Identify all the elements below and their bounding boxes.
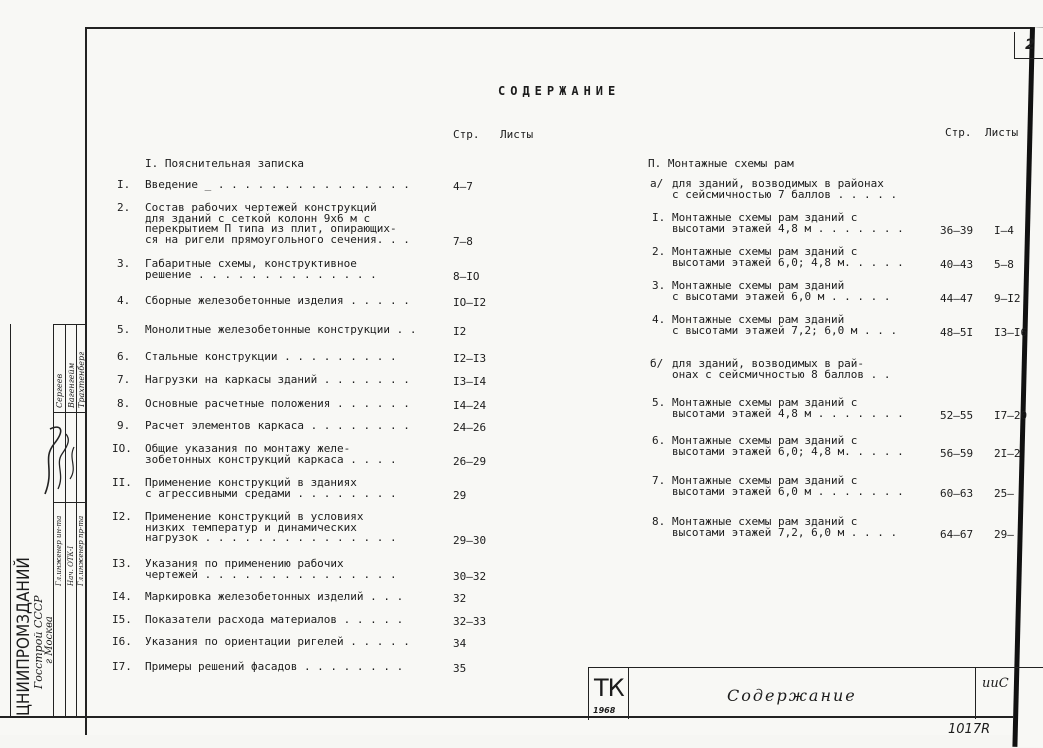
list-item-text: для зданий, возводимых в районах с сейсмичностью 7 баллов . . . . . xyxy=(672,177,898,201)
list-item-number: IO. xyxy=(112,442,132,455)
list-item-number: 8. xyxy=(117,397,131,410)
list-item-number: 7. xyxy=(652,474,666,487)
list-item-text: Применение конструкций в зданиях с агрессивными средами . . . . . . . . xyxy=(145,476,397,500)
list-item-page: 26–29 xyxy=(453,455,487,468)
list-item-text: Указания по ориентации ригелей . . . . . xyxy=(145,635,410,648)
list-item-text: Монтажные схемы рам зданий с высотами этажей 7,2; 6,0 м . . . xyxy=(672,313,898,337)
stamp-name-3: Трахтенберг xyxy=(77,351,86,408)
list-item-number: I2. xyxy=(112,510,132,523)
list-item-text: Основные расчетные положения . . . . . . xyxy=(145,397,410,410)
list-item-text: для зданий, возводимых в рай- онах с сейсмичностью 8 баллов . . xyxy=(672,357,891,381)
list-item-text: Маркировка железобетонных изделий . . . xyxy=(145,590,404,603)
list-item-text: Габаритные схемы, конструктивное решение . . . . . . . . . . . . . . xyxy=(145,257,377,281)
list-item-number: 3. xyxy=(117,257,131,270)
list-item-text: Монтажные схемы рам зданий с высотами этажей 4,8 м . . . . . . . xyxy=(672,396,904,420)
list-item-page: 56–59 xyxy=(940,447,974,460)
document-number: 1017R xyxy=(948,722,991,737)
stamp-gosstroy: Госстрой СССР xyxy=(32,595,45,689)
list-item-page: 44–47 xyxy=(940,292,974,305)
list-item-page: 60–63 xyxy=(940,487,974,500)
right-section-heading: П. Монтажные схемы рам xyxy=(648,157,794,170)
left-header-sheets: Листы xyxy=(500,128,534,141)
list-item-number: б/ xyxy=(650,357,664,370)
list-item-number: I4. xyxy=(112,590,132,603)
list-item-text: Монтажные схемы рам зданий с высотами этажей 6,0 м . . . . . xyxy=(672,279,891,303)
list-item-page: 40–43 xyxy=(940,258,974,271)
list-item-number: I. xyxy=(117,178,131,191)
list-item-number: I5. xyxy=(112,613,132,626)
list-item-number: I6. xyxy=(112,635,132,648)
list-item-page: 29–30 xyxy=(453,534,487,547)
list-item-page: IO–I2 xyxy=(453,296,487,309)
list-item-number: I7. xyxy=(112,660,132,673)
list-item-text: Указания по применению рабочих чертежей . . . . . . . . . . . . . . . xyxy=(145,557,397,581)
list-item-sheets: 9–I2 xyxy=(994,292,1021,305)
list-item-page: I2–I3 xyxy=(453,352,487,365)
title-block-code: ииС xyxy=(982,676,1009,691)
tk-mark: ТК xyxy=(594,674,624,702)
list-item-text: Монолитные железобетонные конструкции . . xyxy=(145,323,417,336)
list-item-page: 32 xyxy=(453,592,467,605)
title-block-title: Содержание xyxy=(727,686,857,705)
list-item-page: 4–7 xyxy=(453,180,473,193)
list-item-page: 8–IO xyxy=(453,270,480,283)
list-item-sheets: 5–8 xyxy=(994,258,1014,271)
list-item-text: Введение _ . . . . . . . . . . . . . . . xyxy=(145,178,410,191)
list-item-number: а/ xyxy=(650,177,664,190)
stamp-role-3: Гл.инженер пр-та xyxy=(77,515,85,586)
approval-stamp xyxy=(10,324,85,716)
list-item-text: Показатели расхода материалов . . . . . xyxy=(145,613,404,626)
list-item-number: 5. xyxy=(652,396,666,409)
list-item-text: Состав рабочих чертежей конструкций для зданий с сеткой колонн 9х6 м с перекрытием П типа из плит, опирающих- ся на ригели прямоугольного сечения. . . xyxy=(145,201,410,246)
tk-year: 1968 xyxy=(593,706,616,715)
stamp-city: г Москва xyxy=(44,616,55,664)
list-item-sheets: I–4 xyxy=(994,224,1014,237)
list-item-sheets: I7–20 xyxy=(994,409,1028,422)
sheet-number: 2 xyxy=(1014,32,1043,59)
list-item-page: 32–33 xyxy=(453,615,487,628)
list-item-number: 2. xyxy=(652,245,666,258)
list-item-number: 6. xyxy=(652,434,666,447)
list-item-page: I3–I4 xyxy=(453,375,487,388)
list-item-number: I. xyxy=(652,211,666,224)
list-item-page: 7–8 xyxy=(453,235,473,248)
list-item-sheets: 25– xyxy=(994,487,1014,500)
list-item-page: 34 xyxy=(453,637,467,650)
list-item-page: 24–26 xyxy=(453,421,487,434)
list-item-page: 48–5I xyxy=(940,326,974,339)
list-item-sheets: 29– xyxy=(994,528,1014,541)
list-item-number: I3. xyxy=(112,557,132,570)
list-item-page: 29 xyxy=(453,489,467,502)
list-item-text: Сборные железобетонные изделия . . . . . xyxy=(145,294,410,307)
list-item-number: 4. xyxy=(117,294,131,307)
stamp-name-1: Сергеев xyxy=(55,373,64,408)
stamp-role-1: Гл.инженер ин-та xyxy=(55,515,63,586)
page-title: СОДЕРЖАНИЕ xyxy=(498,84,621,98)
stamp-org: ЦНИИПРОМЗДАНИЙ xyxy=(14,557,34,716)
list-item-page: I4–24 xyxy=(453,399,487,412)
frame-border-top xyxy=(85,27,1043,29)
list-item-page: 30–32 xyxy=(453,570,487,583)
list-item-text: Монтажные схемы рам зданий с высотами этажей 6,0; 4,8 м. . . . . xyxy=(672,245,904,269)
list-item-number: 6. xyxy=(117,350,131,363)
list-item-text: Монтажные схемы рам зданий с высотами этажей 7,2, 6,0 м . . . . xyxy=(672,515,898,539)
list-item-page: 64–67 xyxy=(940,528,974,541)
list-item-number: 3. xyxy=(652,279,666,292)
list-item-text: Монтажные схемы рам зданий с высотами этажей 6,0 м . . . . . . . xyxy=(672,474,904,498)
list-item-text: Примеры решений фасадов . . . . . . . . xyxy=(145,660,404,673)
left-header-page: Стр. xyxy=(453,128,480,141)
list-item-text: Монтажные схемы рам зданий с высотами этажей 6,0; 4,8 м. . . . . xyxy=(672,434,904,458)
list-item-page: 36–39 xyxy=(940,224,974,237)
list-item-number: 5. xyxy=(117,323,131,336)
left-section-heading: I. Пояснительная записка xyxy=(145,157,304,170)
list-item-number: 2. xyxy=(117,201,131,214)
list-item-number: II. xyxy=(112,476,132,489)
list-item-page: 35 xyxy=(453,662,467,675)
list-item-number: 9. xyxy=(117,419,131,432)
list-item-number: 4. xyxy=(652,313,666,326)
list-item-page: I2 xyxy=(453,325,467,338)
list-item-text: Стальные конструкции . . . . . . . . . xyxy=(145,350,397,363)
list-item-number: 8. xyxy=(652,515,666,528)
stamp-name-2: Вагенгейм xyxy=(67,362,76,408)
list-item-text: Монтажные схемы рам зданий с высотами этажей 4,8 м . . . . . . . xyxy=(672,211,904,235)
list-item-number: 7. xyxy=(117,373,131,386)
title-block-divider xyxy=(628,667,629,719)
list-item-page: 52–55 xyxy=(940,409,974,422)
list-item-text: Нагрузки на каркасы зданий . . . . . . . xyxy=(145,373,410,386)
stamp-role-2: Нач. ОТК-I xyxy=(67,545,75,586)
title-block-divider xyxy=(975,667,976,719)
list-item-text: Общие указания по монтажу желе- зобетонных конструкций каркаса . . . . xyxy=(145,442,397,466)
right-header-sheets: Листы xyxy=(985,126,1019,139)
signature-scribbles xyxy=(40,419,85,504)
list-item-sheets: I3–I6 xyxy=(994,326,1028,339)
list-item-text: Применение конструкций в условиях низких температур и динамических нагрузок . . . . . . . . . . . . . . . xyxy=(145,510,397,544)
list-item-sheets: 2I–2 xyxy=(994,447,1021,460)
list-item-text: Расчет элементов каркаса . . . . . . . . xyxy=(145,419,410,432)
right-header-page: Стр. xyxy=(945,126,972,139)
